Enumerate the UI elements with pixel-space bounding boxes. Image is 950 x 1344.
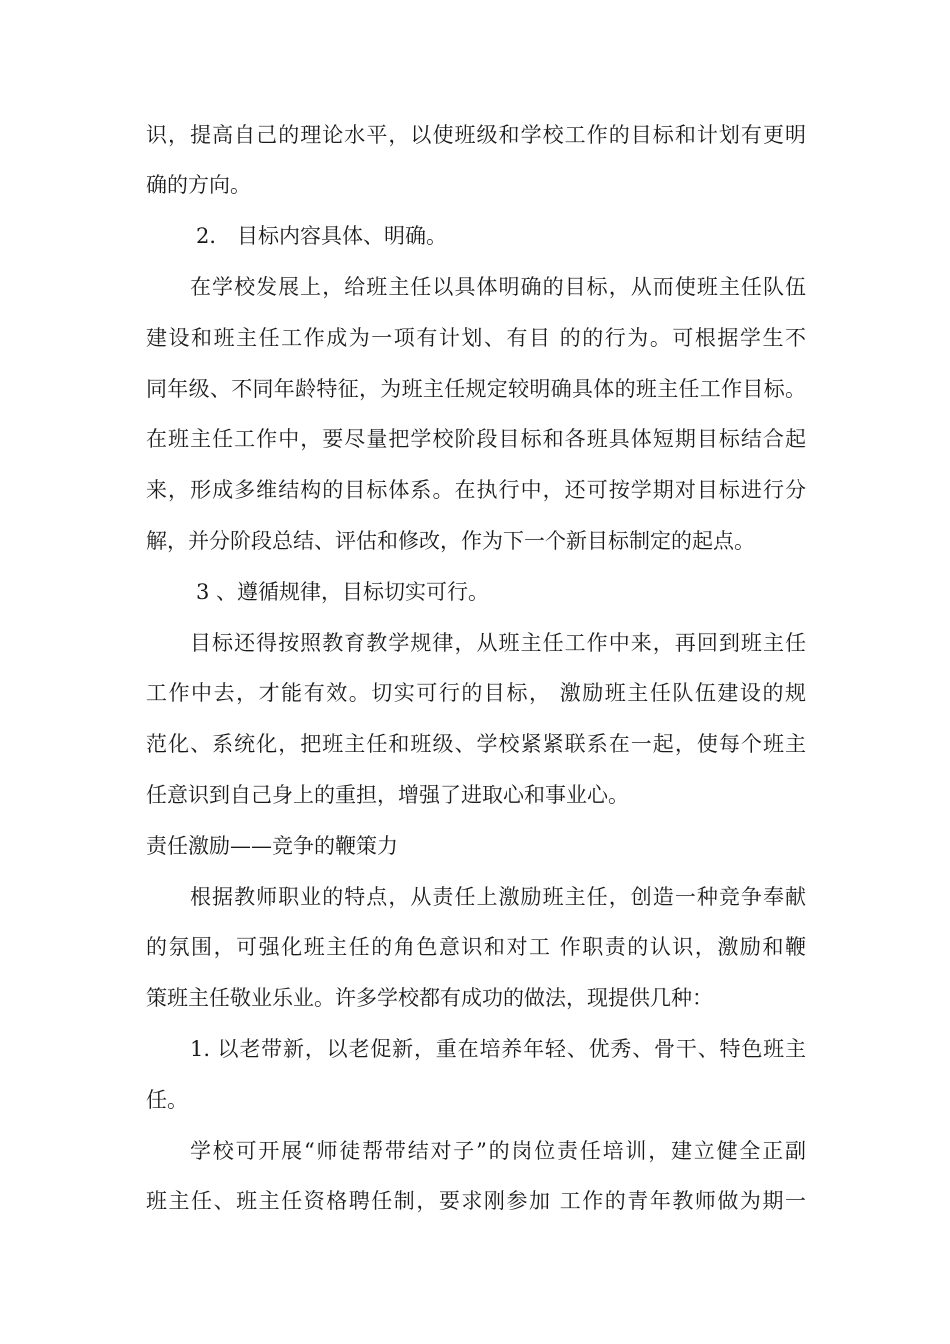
paragraph-line: 根据教师职业的特点，从责任上激励班主任，创造一种竞争奉献: [190, 885, 806, 909]
section-heading: 责任激励——竞争的鞭策力: [146, 834, 398, 858]
paragraph-line: 同年级、不同年龄特征，为班主任规定较明确具体的班主任工作目标。: [146, 377, 806, 401]
paragraph-line: 策班主任敬业乐业。许多学校都有成功的做法，现提供几种：: [146, 986, 713, 1010]
paragraph-line: 在学校发展上，给班主任以具体明确的目标，从而使班主任队伍: [190, 275, 806, 299]
paragraph-line: 解，并分阶段总结、评估和修改，作为下一个新目标制定的起点。: [146, 529, 755, 553]
paragraph-line: 任意识到自己身上的重担，增强了进取心和事业心。: [146, 783, 629, 807]
section-heading: 2． 目标内容具体、明确。: [196, 224, 448, 248]
paragraph-line: 范化、系统化，把班主任和班级、学校紧紧联系在一起，使每个班主: [146, 732, 806, 756]
paragraph-line: 学校可开展“师徒帮带结对子”的岗位责任培训，建立健全正副: [190, 1139, 806, 1163]
paragraph-line: 来，形成多维结构的目标体系。在执行中，还可按学期对目标进行分: [146, 478, 806, 502]
paragraph-line: 建设和班主任工作成为一项有计划、有目 的的行为。可根据学生不: [146, 326, 806, 350]
paragraph-line: 的氛围，可强化班主任的角色意识和对工 作职责的认识，激励和鞭: [146, 935, 806, 959]
paragraph-line: 在班主任工作中，要尽量把学校阶段目标和各班具体短期目标结合起: [146, 427, 806, 451]
paragraph-line: 确的方向。: [146, 173, 251, 197]
list-item: 1. 以老带新，以老促新，重在培养年轻、优秀、骨干、特色班主: [190, 1037, 806, 1061]
paragraph-line: 班主任、班主任资格聘任制，要求刚参加 工作的青年教师做为期一: [146, 1189, 806, 1213]
paragraph-line: 工作中去，才能有效。切实可行的目标， 激励班主任队伍建设的规: [146, 681, 806, 705]
paragraph-line: 识，提高自己的理论水平，以使班级和学校工作的目标和计划有更明: [146, 123, 806, 147]
paragraph-line: 目标还得按照教育教学规律，从班主任工作中来，再回到班主任: [190, 631, 806, 655]
section-heading: 3 、遵循规律，目标切实可行。: [196, 580, 490, 604]
paragraph-line: 任。: [146, 1088, 188, 1112]
